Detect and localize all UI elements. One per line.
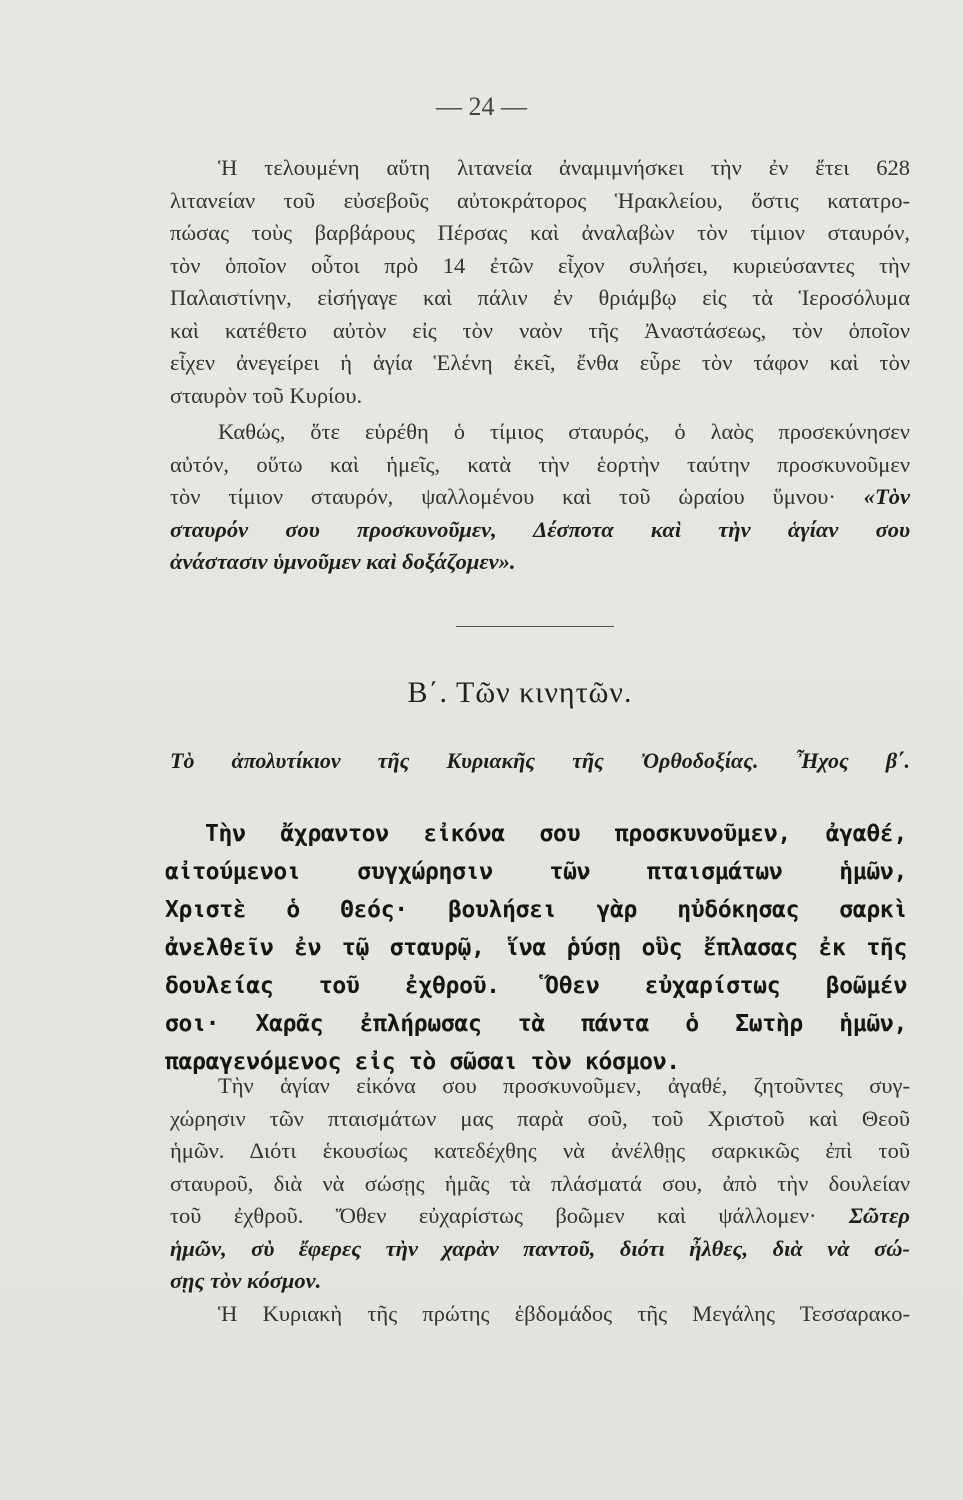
page-number: — 24 — (436, 92, 527, 121)
text-line: τὸν ὁποῖον οὗτοι πρὸ 14 ἐτῶν εἶχον συλήσει, κυριεύσαντες τὴν (170, 252, 910, 278)
hymn-line: Τὴν ἄχραντον εἰκόνα σου προσκυνοῦμεν, ἀγαθέ, (205, 821, 907, 847)
paraphrase-quote-line: σῃς τὸν κόσμον. (170, 1268, 322, 1293)
hymn-line: παραγενόμενος εἰς τὸ σῶσαι τὸν κόσμον. (165, 1049, 680, 1075)
text-fragment: τὸν τίμιον σταυρόν, ψαλλομένου καὶ τοῦ ὡραίου ὕμνου· (170, 484, 836, 509)
text-line: ἡμῶν. Διότι ἑκουσίως κατεδέχθης νὰ ἀνέλθῃς σαρκικῶς ἐπὶ τοῦ (170, 1138, 910, 1163)
text-line: Τὴν ἁγίαν εἰκόνα σου προσκυνοῦμεν, ἀγαθέ, ζητοῦντες συγ- (218, 1073, 910, 1098)
paraphrase-quote-line: ἡμῶν, σὺ ἔφερες τὴν χαρὰν παντοῦ, διότι ἦλθες, διὰ νὰ σώ- (170, 1235, 910, 1261)
paraphrase-quote-start: Σῶτερ (848, 1203, 910, 1228)
text-line: πώσας τοὺς βαρβάρους Πέρσας καὶ ἀναλαβὼν τὸν τίμιον σταυρόν, (170, 220, 910, 245)
paragraph-cross-veneration (170, 416, 910, 579)
text-line: εἶχεν ἀνεγείρει ἡ ἁγία Ἑλένη ἐκεῖ, ἔνθα εὗρε τὸν τάφον καὶ τὸν (170, 350, 910, 375)
hymn-quote-line: ἀνάστασιν ὑμνοῦμεν καὶ δοξάζομεν». (170, 549, 516, 574)
text-line: Ἡ Κυριακὴ τῆς πρώτης ἑβδομάδος τῆς Μεγάλης Τεσσαρακο- (218, 1301, 910, 1326)
hymn-quote-line: σταυρόν σου προσκυνοῦμεν, Δέσποτα καὶ τὴν ἁγίαν σου (170, 516, 910, 542)
section-title: Β΄. Τῶν κινητῶν. (407, 676, 633, 709)
hymn-line: δουλείας τοῦ ἐχθροῦ. Ὅθεν εὐχαρίστως βοῶμέν (165, 973, 907, 999)
text-line (170, 481, 910, 514)
paragraph-litany-history (170, 152, 910, 412)
text-line: χώρησιν τῶν πταισμάτων μας παρὰ σοῦ, τοῦ Χριστοῦ καὶ Θεοῦ (170, 1105, 910, 1131)
text-fragment: τοῦ ἐχθροῦ. Ὅθεν εὐχαρίστως βοῶμεν καὶ ψάλλομεν· (170, 1203, 817, 1228)
hymn-line: σοι· Χαρᾶς ἐπλήρωσας τὰ πάντα ὁ Σωτὴρ ἡμῶν, (165, 1011, 907, 1037)
apolytikion-hymn (165, 815, 907, 1081)
hymn-quote-start: «Τὸν (863, 484, 911, 509)
text-line: αὐτόν, οὕτω καὶ ἡμεῖς, κατὰ τὴν ἑορτὴν ταύτην προσκυνοῦμεν (170, 451, 910, 477)
hymn-line: ἀνελθεῖν ἐν τῷ σταυρῷ, ἵνα ῥύσῃ οὓς ἔπλασας ἐκ τῆς (165, 935, 907, 961)
text-line: λιτανείαν τοῦ εὐσεβοῦς αὐτοκράτορος Ἡρακλείου, ὅστις κατατρο- (170, 187, 910, 213)
text-line: Ἡ τελουμένη αὕτη λιτανεία ἀναμιμνήσκει τὴν ἐν ἔτει 628 (218, 155, 910, 180)
text-line: καὶ κατέθετο αὐτὸν εἰς τὸν ναὸν τῆς Ἀναστάσεως, τὸν ὁποῖον (170, 317, 910, 343)
text-line: Παλαιστίνην, εἰσήγαγε καὶ πάλιν ἐν θριάμβῳ εἰς τὰ Ἱεροσόλυμα (170, 285, 910, 310)
text-line: σταυροῦ, διὰ νὰ σώσῃς ἡμᾶς τὰ πλάσματά σου, ἀπὸ τὴν δουλείαν (170, 1170, 910, 1196)
text-line: Καθώς, ὅτε εὑρέθη ὁ τίμιος σταυρός, ὁ λαὸς προσεκύνησεν (218, 419, 910, 444)
hymn-subtitle: Τὸ ἀπολυτίκιον τῆς Κυριακῆς τῆς Ὀρθοδοξίας. Ἦχος β΄. (170, 748, 910, 773)
hymn-line: Χριστὲ ὁ Θεός· βουλήσει γὰρ ηὐδόκησας σαρκὶ (165, 897, 907, 923)
paragraph-hymn-paraphrase (170, 1070, 910, 1298)
text-line (170, 1200, 910, 1233)
section-divider (456, 626, 614, 627)
text-line: σταυρὸν τοῦ Κυρίου. (170, 382, 363, 408)
hymn-line: αἰτούμενοι συγχώρησιν τῶν πταισμάτων ἡμῶν, (165, 859, 907, 885)
paragraph-first-sunday (170, 1298, 910, 1331)
